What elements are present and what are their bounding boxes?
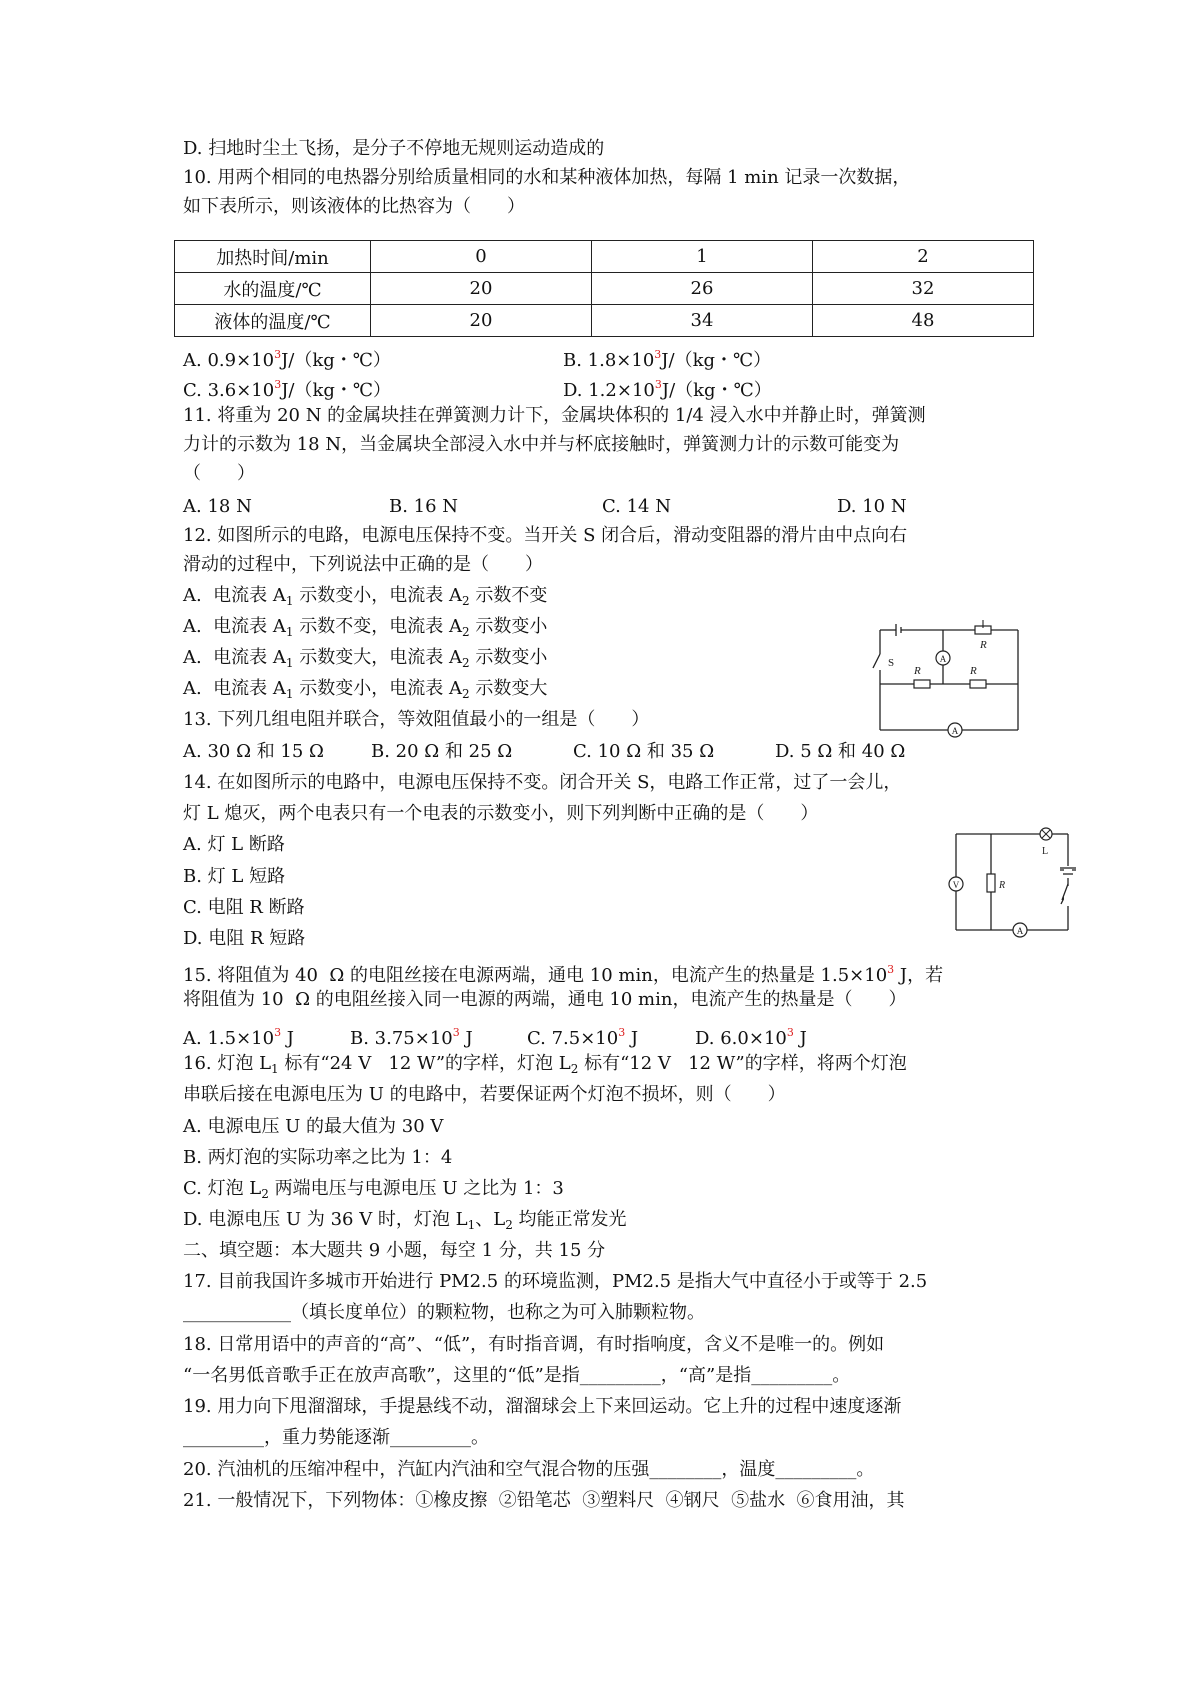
exponent: 3 [274,1026,282,1039]
option-text: D. 1.2×10 [563,380,655,401]
q16-option-d [183,1208,627,1237]
option-text: 示数不变 [469,585,548,606]
q16-option-c [183,1177,564,1206]
option-unit: J [625,1028,639,1049]
q20-line: 20. 汽油机的压缩冲程中，汽缸内汽油和空气混合物的压强________，温度_________。 [183,1459,875,1480]
option-unit: J/（kg・℃） [281,380,392,401]
subscript: 2 [461,687,470,701]
q21-line: 21. 一般情况下，下列物体：①橡皮擦 ②铅笔芯 ③塑料尺 ④钢尺 ⑤盐水 ⑥食用油，其 [183,1490,905,1511]
option-text: 示数变大，电流表 A [293,647,462,668]
table-cell: 液体的温度/℃ [175,305,371,337]
switch-label: S [888,657,895,669]
q16-stem-line2: 串联后接在电源电压为 U 的电路中，若要保证两个灯泡不损坏，则（ ） [183,1084,786,1105]
q13-option-c: C. 10 Ω 和 35 Ω [573,741,715,762]
option-text: A. 电流表 A [183,585,286,606]
q11-option-b: B. 16 N [389,496,459,517]
option-unit: J/（kg・℃） [281,350,391,371]
ammeter-label: A [951,726,959,736]
q12-option-1 [183,584,547,613]
option-text: D. 电源电压 U 为 36 V 时，灯泡 L [183,1209,468,1230]
table-row [175,241,1034,273]
q11-stem-line3: （ ） [183,463,255,484]
q19-line1: 19. 用力向下甩溜溜球，手提悬线不动，溜溜球会上下来回运动。它上升的过程中速度逐渐 [183,1396,902,1417]
table-cell: 32 [813,273,1034,305]
table-cell: 26 [592,273,813,305]
q10-option-c [183,373,391,403]
q18-line2: “一名男低音歌手正在放声高歌”，这里的“低”是指_________，“高”是指_________。 [183,1365,851,1386]
option-unit: J/（kg・℃） [661,350,772,371]
option-text: D. 6.0×10 [695,1028,787,1049]
exponent: 3 [618,1026,626,1039]
option-text: 均能正常发光 [512,1209,627,1230]
q10-option-b [563,343,771,373]
q15-stem-line2: 将阻值为 10 Ω 的电阻丝接入同一电源的两端，通电 10 min，电流产生的热量是（ ） [183,989,907,1010]
option-unit: J [459,1028,473,1049]
q11-stem-line1: 11. 将重为 20 N 的金属块挂在弹簧测力计下，金属块体积的 1/4 浸入水中并静止时，弹簧测 [183,405,926,426]
q13-option-d: D. 5 Ω 和 40 Ω [775,741,906,762]
stem-text: 16. 灯泡 L [183,1053,272,1074]
table-row [175,273,1034,305]
q14-circuit-diagram [942,822,1077,942]
subscript: 1 [271,1062,279,1076]
exponent: 3 [786,1026,794,1039]
q12-option-3 [183,646,547,675]
q10-option-d [563,373,772,403]
table-cell: 34 [592,305,813,337]
q15-option-a [183,1021,294,1051]
q12-stem-line1: 12. 如图所示的电路，电源电压保持不变。当开关 S 闭合后，滑动变阻器的滑片由中点向右 [183,525,908,546]
subscript: 2 [261,1187,269,1201]
q15-option-d [695,1021,807,1051]
option-text: A. 1.5×10 [183,1028,275,1049]
exponent: 3 [654,378,662,391]
table-row [175,305,1034,337]
q14-option-c: C. 电阻 R 断路 [183,897,305,918]
option-text: 两端电压与电源电压 U 之比为 1：3 [268,1178,564,1199]
table-cell: 2 [813,241,1034,273]
q11-option-a: A. 18 N [183,496,252,517]
q14-stem-line2: 灯 L 熄灭，两个电表只有一个电表的示数变小，则下列判断中正确的是（ ） [183,803,819,824]
q11-stem-line2: 力计的示数为 18 N，当金属块全部浸入水中并与杯底接触时，弹簧测力计的示数可能变为 [183,434,900,455]
option-unit: J [281,1028,294,1049]
q14-option-b: B. 灯 L 短路 [183,866,286,887]
q16-stem-line1 [183,1052,907,1081]
q14-option-d: D. 电阻 R 短路 [183,928,306,949]
resistor-r [987,874,995,892]
q10-stem-line1: 10. 用两个相同的电热器分别给质量相同的水和某种液体加热，每隔 1 min 记录一次数据， [183,167,911,188]
option-text: C. 3.6×10 [183,380,275,401]
table-cell: 水的温度/℃ [175,273,371,305]
ammeter-label: A [939,654,947,664]
stem-text: 标有“24 V 12 W”的字样，灯泡 L [278,1053,571,1074]
option-text: 、L [475,1209,506,1230]
q15-stem-line1 [183,958,943,988]
option-text: B. 3.75×10 [350,1028,453,1049]
option-text: 示数变大 [469,678,548,699]
subscript: 2 [461,656,470,670]
stem-text: J，若 [894,965,944,986]
q17-line2: ____________（填长度单位）的颗粒物，也称之为可入肺颗粒物。 [183,1302,705,1323]
table-cell: 1 [592,241,813,273]
option-text: 示数变小 [469,616,548,637]
exponent: 3 [452,1026,460,1039]
heating-data-table [174,240,1034,337]
table-cell: 20 [371,305,592,337]
r1-label: R [914,665,921,677]
q12-option-4 [183,677,547,706]
exponent: 3 [274,378,282,391]
subscript: 2 [505,1218,513,1232]
q9-option-d: D. 扫地时尘土飞扬，是分子不停地无规则运动造成的 [183,138,605,159]
table-cell: 48 [813,305,1034,337]
subscript: 1 [285,625,294,639]
q18-line1: 18. 日常用语中的声音的“高”、“低”，有时指音调，有时指响度，含义不是唯一的。例如 [183,1334,885,1355]
q10-stem-line2: 如下表所示，则该液体的比热容为（ ） [183,196,525,217]
subscript: 1 [467,1218,476,1232]
subscript: 1 [285,656,294,670]
option-text: A. 电流表 A [183,678,286,699]
q16-option-a: A. 电源电压 U 的最大值为 30 V [183,1116,444,1137]
q12-option-2 [183,615,547,644]
rheostat-label: R [980,639,987,651]
subscript: 2 [461,594,470,608]
exponent: 3 [654,348,662,361]
exponent: 3 [887,963,895,976]
q14-stem-line1: 14. 在如图所示的电路中，电源电压保持不变。闭合开关 S，电路工作正常，过了一会儿， [183,772,902,793]
option-text: A. 电流表 A [183,647,286,668]
r2-label: R [970,665,977,677]
q13-stem: 13. 下列几组电阻并联合，等效阻值最小的一组是（ ） [183,709,650,730]
resistor-r2 [970,680,986,688]
option-text: 示数变小 [469,647,548,668]
option-text: 示数变小，电流表 A [293,585,462,606]
exponent: 3 [274,348,282,361]
section-2-heading: 二、填空题：本大题共 9 小题，每空 1 分，共 15 分 [183,1240,606,1261]
option-text: C. 灯泡 L [183,1178,262,1199]
resistor-r1 [914,680,930,688]
ammeter-label: A [1016,926,1024,936]
subscript: 1 [285,687,294,701]
option-text: A. 电流表 A [183,616,286,637]
option-text: 示数变小，电流表 A [293,678,462,699]
q10-option-a [183,343,391,373]
option-text: B. 1.8×10 [563,350,655,371]
stem-text: 标有“12 V 12 W”的字样，将两个灯泡 [578,1053,907,1074]
option-text: C. 7.5×10 [527,1028,619,1049]
q16-option-b: B. 两灯泡的实际功率之比为 1：4 [183,1147,453,1168]
q12-circuit-diagram [870,618,1030,738]
option-text: 示数不变，电流表 A [293,616,462,637]
resistor-label: R [999,880,1006,891]
voltmeter-label: V [952,880,960,890]
table-cell: 20 [371,273,592,305]
q17-line1: 17. 目前我国许多城市开始进行 PM2.5 的环境监测，PM2.5 是指大气中直径小于或等于 2.5 [183,1271,928,1292]
subscript: 2 [461,625,470,639]
q14-option-a: A. 灯 L 断路 [183,834,285,855]
table-cell: 加热时间/min [175,241,371,273]
table-cell: 0 [371,241,592,273]
q19-line2: _________，重力势能逐渐_________。 [183,1427,489,1448]
q12-stem-line2: 滑动的过程中，下列说法中正确的是（ ） [183,554,543,575]
option-unit: J [793,1028,807,1049]
q11-option-c: C. 14 N [602,496,671,517]
subscript: 2 [570,1062,579,1076]
q11-option-d: D. 10 N [837,496,907,517]
option-text: A. 0.9×10 [183,350,275,371]
q13-option-b: B. 20 Ω 和 25 Ω [371,741,513,762]
option-unit: J/（kg・℃） [661,380,772,401]
lamp-label: L [1042,846,1049,857]
q13-option-a: A. 30 Ω 和 15 Ω [183,741,324,762]
q15-option-b [350,1021,473,1051]
subscript: 1 [285,594,294,608]
q15-option-c [527,1021,638,1051]
stem-text: 15. 将阻值为 40 Ω 的电阻丝接在电源两端，通电 10 min，电流产生的热量是 1.5×10 [183,965,888,986]
